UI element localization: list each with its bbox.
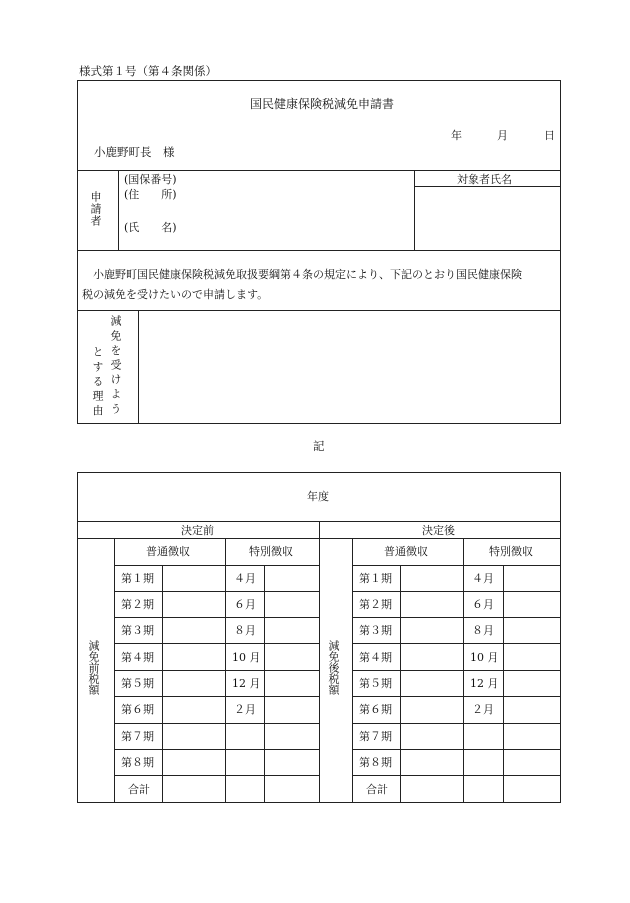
after-period-8: 第８期 — [359, 756, 392, 769]
before-period-4: 第４期 — [121, 651, 154, 664]
before-period-6: 第６期 — [121, 703, 154, 716]
after-period-6: 第６期 — [359, 703, 392, 716]
applicant-label — [90, 191, 104, 227]
after-normal-header: 普通徴収 — [384, 545, 428, 558]
after-month-2: ６月 — [472, 598, 494, 611]
after-total: 合計 — [366, 783, 388, 796]
after-month-1: ４月 — [472, 572, 494, 585]
before-period-7: 第７期 — [121, 730, 154, 743]
before-special-header: 特別徴収 — [249, 545, 293, 558]
date-year: 年 — [451, 129, 462, 142]
before-period-2: 第２期 — [121, 598, 154, 611]
reason-label-col1 — [92, 346, 106, 419]
before-month-2: ６月 — [234, 598, 256, 611]
after-period-4: 第４期 — [359, 651, 392, 664]
target-name-header: 対象者氏名 — [457, 173, 512, 186]
reason-label-col1-text: とする理由 — [91, 346, 104, 419]
statement-line-1: 小鹿野町国民健康保険税減免取扱要綱第４条の規定により、下記のとおり国民健康保険 — [93, 268, 522, 281]
before-header: 決定前 — [181, 524, 214, 537]
policy-number-label: (国保番号) — [124, 173, 177, 186]
before-total: 合計 — [128, 783, 150, 796]
after-month-6: ２月 — [472, 703, 494, 716]
after-period-1: 第１期 — [359, 572, 392, 585]
before-period-5: 第５期 — [121, 677, 154, 690]
before-side-label-text: 減免前税額 — [87, 640, 100, 695]
before-normal-header: 普通徴収 — [146, 545, 190, 558]
before-month-6: ２月 — [234, 703, 256, 716]
after-period-3: 第３期 — [359, 624, 392, 637]
after-special-header: 特別徴収 — [489, 545, 533, 558]
date-day: 日 — [544, 129, 555, 142]
form-label: 様式第１号（第４条関係） — [79, 64, 217, 78]
after-period-7: 第７期 — [359, 730, 392, 743]
after-side-label — [328, 640, 342, 695]
before-side-label — [88, 640, 102, 695]
after-period-5: 第５期 — [359, 677, 392, 690]
before-month-1: ４月 — [234, 572, 256, 585]
ki-mark: 記 — [313, 439, 325, 453]
address-label: (住 所) — [124, 188, 177, 201]
before-month-3: ８月 — [234, 624, 256, 637]
before-month-4: 10 月 — [232, 651, 261, 664]
after-period-2: 第２期 — [359, 598, 392, 611]
applicant-label-text: 申請者 — [89, 191, 102, 227]
after-header: 決定後 — [422, 524, 455, 537]
after-side-label-text: 減免後税額 — [327, 640, 340, 695]
addressee: 小鹿野町長 様 — [94, 145, 175, 159]
fiscal-year-label: 年度 — [307, 490, 329, 503]
before-month-5: 12 月 — [232, 677, 261, 690]
before-period-1: 第１期 — [121, 572, 154, 585]
before-period-8: 第８期 — [121, 756, 154, 769]
form-title: 国民健康保険税減免申請書 — [250, 97, 395, 111]
after-month-5: 12 月 — [470, 677, 499, 690]
statement-line-2: 税の減免を受けたいので申請します。 — [82, 288, 269, 301]
reason-label-col2 — [110, 315, 124, 417]
date-month: 月 — [497, 129, 508, 142]
after-month-4: 10 月 — [470, 651, 499, 664]
reason-label-col2-text: 減免を受けよう — [109, 315, 122, 418]
after-month-3: ８月 — [472, 624, 494, 637]
before-period-3: 第３期 — [121, 624, 154, 637]
name-label: (氏 名) — [124, 221, 177, 234]
